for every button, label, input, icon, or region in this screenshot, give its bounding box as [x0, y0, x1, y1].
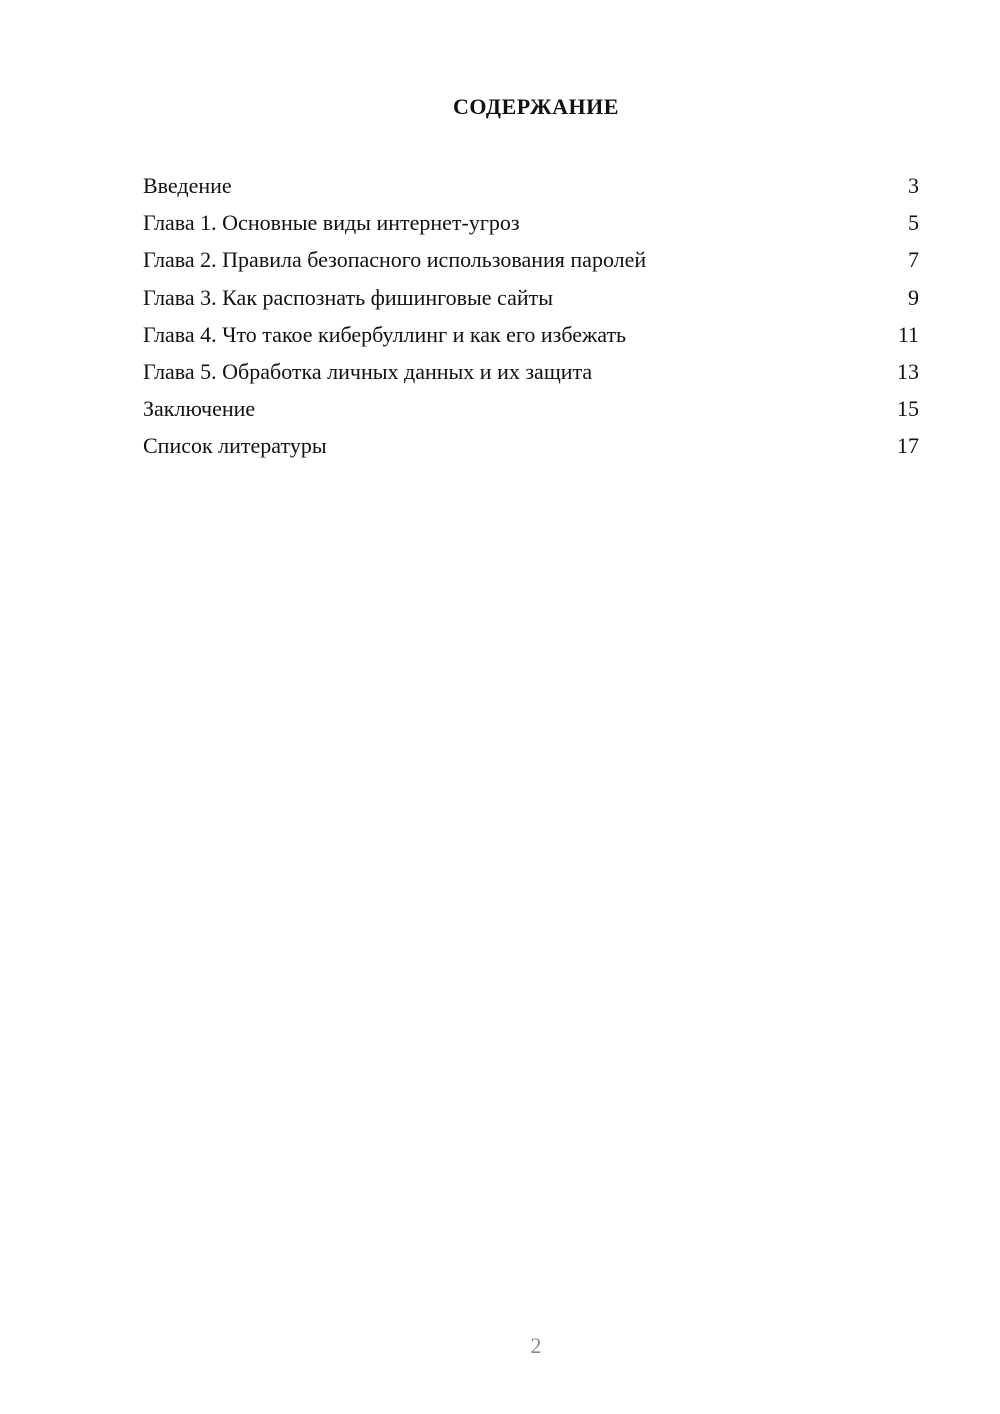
toc-item-chapter-2[interactable]: [143, 241, 919, 278]
toc-item-label: Список литературы: [143, 433, 327, 459]
page-title: СОДЕРЖАНИЕ: [453, 94, 619, 119]
toc-item-references[interactable]: [143, 427, 919, 464]
toc-item-label: Глава 3. Как распознать фишинговые сайты: [143, 284, 554, 310]
toc-item-label: Глава 1. Основные виды интернет-угроз: [143, 210, 520, 236]
toc-item-page: 15: [897, 396, 919, 422]
toc-item-chapter-5[interactable]: [143, 353, 919, 390]
toc-item-page: 13: [897, 358, 919, 384]
toc-item-chapter-4[interactable]: [143, 316, 919, 353]
toc-item-introduction[interactable]: [143, 167, 919, 204]
toc-item-page: 3: [908, 173, 919, 198]
toc-item-label: Введение: [143, 173, 232, 198]
toc-item-label: Глава 2. Правила безопасного использования паролей: [143, 247, 647, 273]
table-of-contents: [143, 167, 919, 465]
toc-item-page: 7: [908, 247, 919, 273]
toc-item-label: Глава 4. Что такое кибербуллинг и как его избежать: [143, 321, 627, 347]
toc-item-page: 9: [908, 284, 919, 310]
toc-item-page: 11: [897, 321, 919, 347]
page-number: 2: [530, 1333, 542, 1358]
toc-item-chapter-3[interactable]: [143, 279, 919, 316]
toc-item-page: 17: [897, 433, 919, 459]
toc-item-chapter-1[interactable]: [143, 204, 919, 241]
toc-item-page: 5: [908, 210, 919, 236]
toc-item-conclusion[interactable]: [143, 390, 919, 427]
toc-item-label: Глава 5. Обработка личных данных и их защита: [143, 358, 593, 384]
toc-item-label: Заключение: [143, 396, 256, 422]
